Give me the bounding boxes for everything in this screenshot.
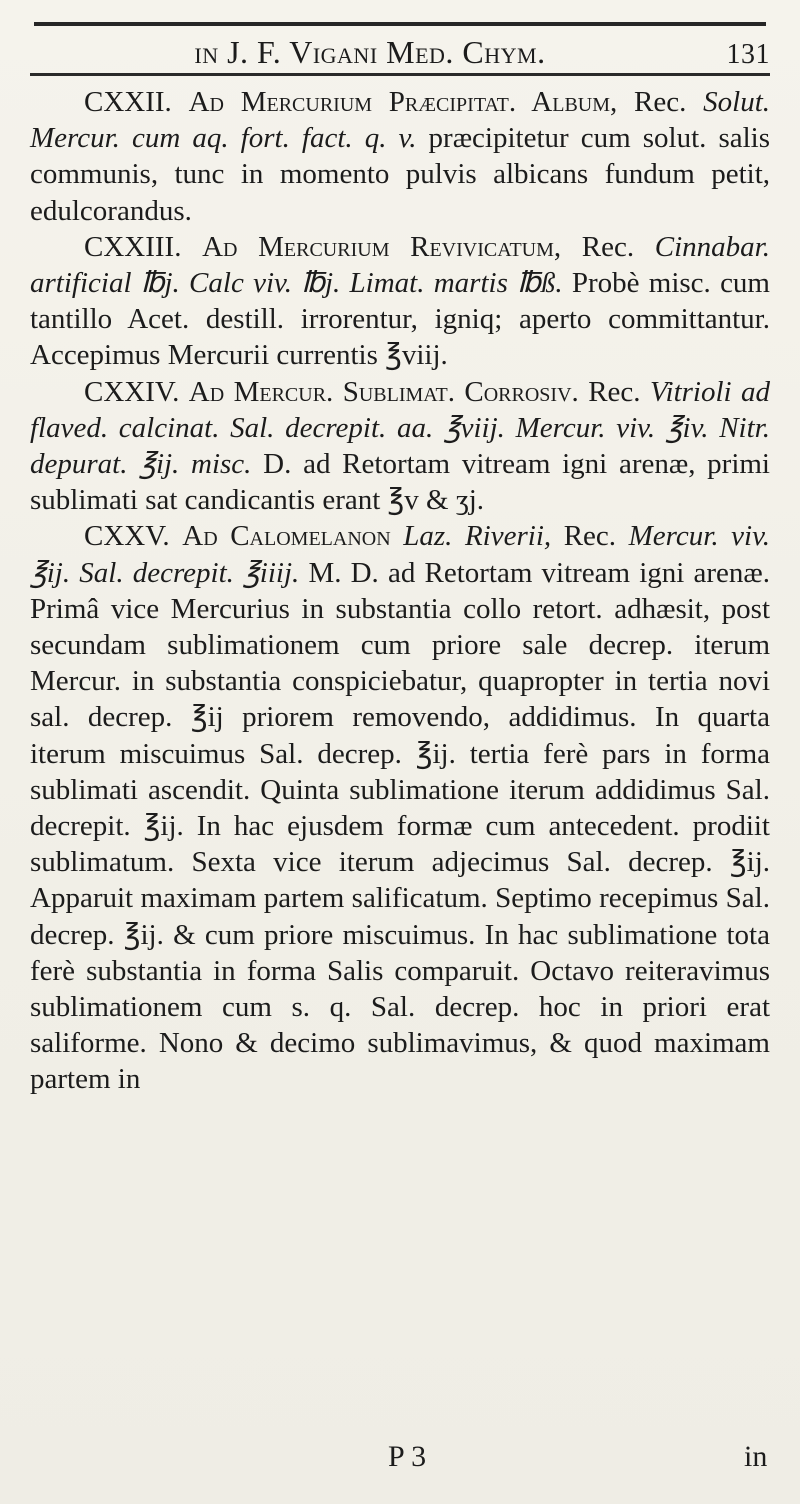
paragraph-cxxv <box>30 518 770 1097</box>
paragraph-text: Probè misc. cum tantillo Acet. destill. irrorentur, igniq; aperto committantur. Accepimus Mercurii currentis ℥viij. <box>30 267 770 372</box>
recipe-ingredients: Cinnabar. artificial ℔j. Calc viv. ℔j. Limat. martis ℔ß. <box>30 230 770 300</box>
recipe-label: Rec. <box>581 230 635 263</box>
catchword: in <box>744 1440 768 1473</box>
paragraph-cxxii <box>30 84 770 229</box>
recipe-ingredients: Mercur. viv. ℥ij. Sal. decrepit. ℥iiij. <box>30 520 771 589</box>
recipe-ingredients: Solut. Mercur. cum aq. fort. fact. q. v. <box>30 86 771 155</box>
paragraph-text: D. ad Retortam vitream igni arenæ, primi sublimati sat candicantis erant ℥v & ʒj. <box>30 448 770 517</box>
section-number: CXXIII. <box>84 230 182 263</box>
section-heading: Ad Mercurium Revivicatum, <box>202 230 562 263</box>
page-number: 131 <box>726 39 770 70</box>
section-heading-author: Laz. Riverii, <box>403 520 552 553</box>
section-heading: Ad Calomelanon <box>182 520 391 553</box>
section-heading: Ad Mercur. Sublimat. Corrosiv. <box>188 375 579 408</box>
section-heading: Ad Mercurium Præcipitat. Album, <box>188 86 618 118</box>
body-text <box>30 84 770 1098</box>
running-title: in J. F. Vigani Med. Chym. <box>194 34 546 70</box>
paragraph-text: præcipitetur cum solut. salis communis, tunc in momento pulvis albicans fundum petit, edulcorandus. <box>30 122 770 227</box>
recipe-ingredients: Vitrioli ad flaved. calcinat. Sal. decrepit. aa. ℥viij. Mercur. viv. ℥iv. Nitr. depurat. ℥ij. misc. <box>30 375 771 481</box>
section-number: CXXIV. <box>84 375 180 408</box>
recipe-label: Rec. <box>588 375 641 408</box>
recipe-label: Rec. <box>634 86 687 118</box>
paragraph-text: M. D. ad Retortam vitream igni arenæ. Primâ vice Mercurius in substantia collo retort. adhæsit, post secundam sublimationem cum priore sale decrep. iterum Mercur. in substantia conspiciebatur, quapropter in tertia novi sal. decrep. ℥ij priorem removendo, addidimus. In quarta iterum miscuimus Sal. decrep. ℥ij. tertia ferè pars in forma sublimati ascendit. Quinta sublimatione iterum addidimus Sal. decrepit. ℥ij. In hac ejusdem formæ cum antecedent. prodiit sublimatum. Sexta vice iterum adjecimus Sal. decrep. ℥ij. Apparuit maximam partem salificatum. Septimo recepimus Sal. decrep. ℥ij. & cum priore miscuimus. In hac sublimatione tota ferè substantia in forma Salis comparuit. Octavo reiteravimus sublimationem cum s. q. Sal. decrep. hoc in priori erat saliforme. Nono & decimo sublimavimus, & quod maximam partem in <box>30 556 771 1096</box>
section-number: CXXII. <box>84 86 172 118</box>
header-rule <box>30 73 770 76</box>
paragraph-cxxiv <box>30 374 770 519</box>
recipe-label: Rec. <box>563 520 617 553</box>
page-header <box>30 26 770 71</box>
paragraph-cxxiii <box>30 229 770 374</box>
section-number: CXXV. <box>84 520 170 553</box>
signature-mark: P 3 <box>388 1440 427 1473</box>
